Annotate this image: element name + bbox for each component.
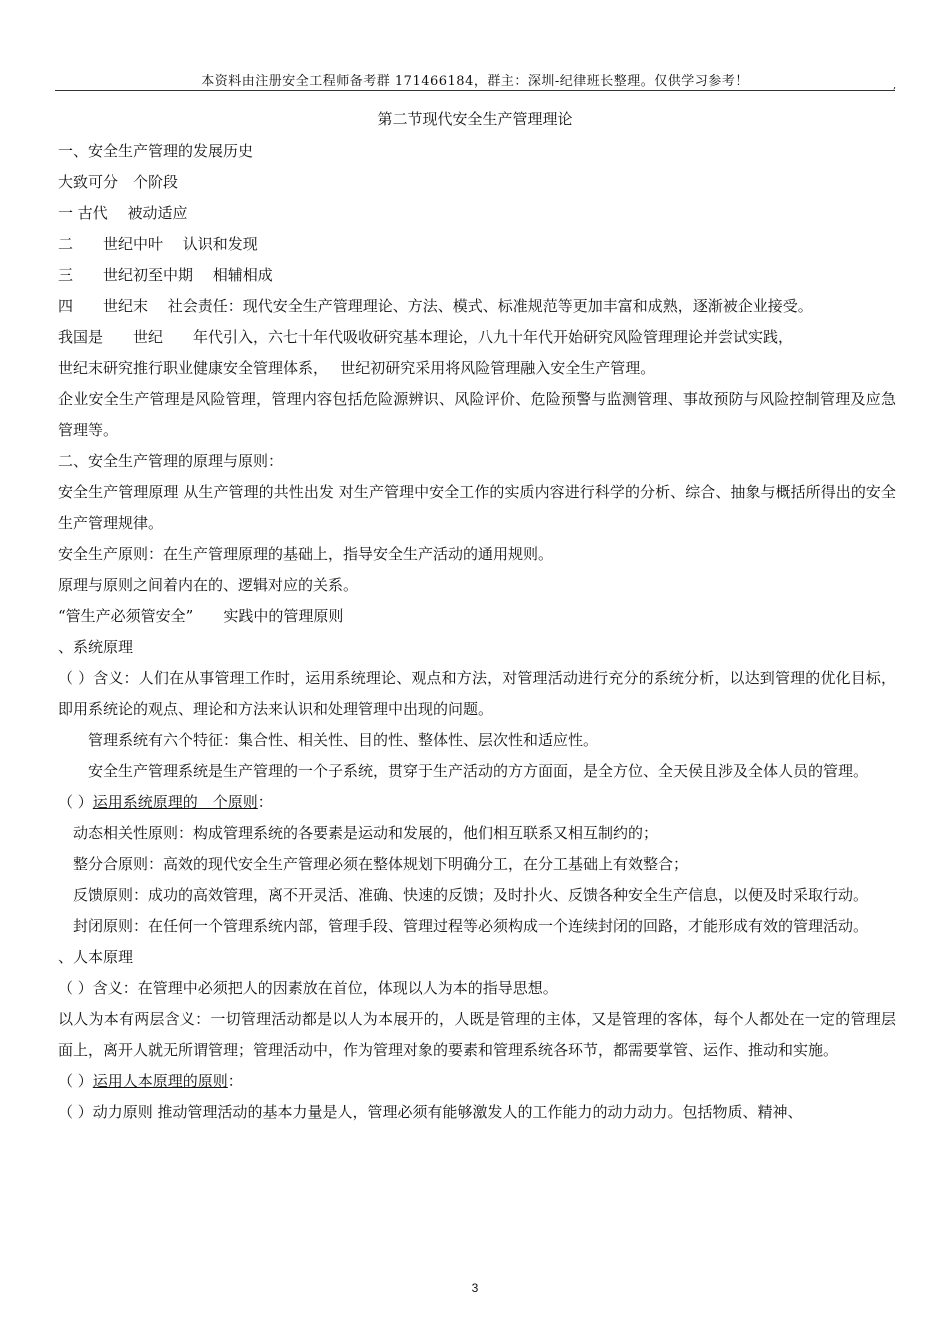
text-line: 一 古代 被动适应 [58, 204, 188, 222]
underlined-heading: 运用系统原理的 个原则 [92, 793, 258, 811]
subheading: 、系统原理 [58, 638, 134, 656]
paragraph: 原理与原则之间着内在的、逻辑对应的关系。 [58, 576, 359, 594]
document-body [58, 136, 896, 1128]
paragraph: 安全生产原则：在生产管理原理的基础上，指导安全生产活动的通用规则。 [58, 545, 554, 563]
underlined-heading: 运用人本原理的原则 [92, 1072, 228, 1090]
text-line: 世纪末研究推行职业健康安全管理体系， 世纪初研究采用将风险管理融入安全生产管理。 [58, 359, 656, 377]
text-line: 大致可分 个阶段 [58, 173, 179, 191]
principle-item: 动态相关性原则：构成管理系统的各要素是运动和发展的，他们相互联系又相互制约的； [58, 824, 659, 842]
text-line: 三 世纪初至中期 相辅相成 [58, 266, 273, 284]
item-prefix: （ ） [58, 1072, 93, 1090]
item-suffix: ： [227, 1072, 243, 1090]
paragraph: 安全生产管理系统是生产管理的一个子系统，贯穿于生产活动的方方面面，是全方位、全天侯且涉及全体人员的管理。 [58, 762, 869, 780]
header-tick: , [893, 80, 897, 91]
paragraph: （ ）含义：在管理中必须把人的因素放在首位，体现以人为本的指导思想。 [58, 979, 558, 997]
text-line: 二 世纪中叶 认识和发现 [58, 235, 258, 253]
text-line: 一、安全生产管理的发展历史 [58, 142, 254, 160]
header-notice: 本资料由注册安全工程师备考群 171466184，群主：深圳-纪律班长整理。仅供学习参考！ [201, 74, 749, 89]
text-line: 四 世纪末 社会责任：现代安全生产管理理论、方法、模式、标准规范等更加丰富和成熟，逐渐被企业接受。 [58, 297, 813, 315]
text-line: （ ）动力原则 推动管理活动的基本力量是人，管理必须有能够激发人的工作能力的动力动力。包括物质、精神、 [58, 1103, 803, 1121]
heading: 二、安全生产管理的原理与原则： [58, 452, 284, 470]
header-rule [55, 90, 895, 91]
subheading-system-principles [58, 787, 896, 818]
text-line: 我国是 世纪 年代引入，六七十年代吸收研究基本理论，八九十年代开始研究风险管理理论并尝试实践， [58, 328, 794, 346]
paragraph: 管理系统有六个特征：集合性、相关性、目的性、整体性、层次性和适应性。 [58, 731, 599, 749]
item-suffix: ： [257, 793, 273, 811]
principle-item: 整分合原则：高效的现代安全生产管理必须在整体规划下明确分工，在分工基础上有效整合； [58, 855, 689, 873]
item-prefix: （ ） [58, 793, 93, 811]
paragraph: 以人为本有两层含义：一切管理活动都是以人为本展开的，人既是管理的主体，又是管理的客体，每个人都处在一定的管理层面上，离开人就无所谓管理；管理活动中，作为管理对象的要素和管理系统各环节，都需要掌管、运作、推动和实施。 [58, 1010, 896, 1059]
subheading: 、人本原理 [58, 948, 134, 966]
section-title: 第二节现代安全生产管理理论 [377, 110, 573, 128]
principle-item: 反馈原则：成功的高效管理，离不开灵活、准确、快速的反馈；及时扑火、反馈各种安全生产信息，以便及时采取行动。 [58, 886, 869, 904]
paragraph: （ ）含义：人们在从事管理工作时，运用系统理论、观点和方法，对管理活动进行充分的系统分析，以达到管理的优化目标，即用系统论的观点、理论和方法来认识和处理管理中出现的问题。 [58, 669, 896, 718]
page-number: 3 [471, 1281, 479, 1295]
paragraph: “管生产必须管安全” 实践中的管理原则 [58, 607, 344, 625]
principle-item: 封闭原则：在任何一个管理系统内部，管理手段、管理过程等必须构成一个连续封闭的回路，才能形成有效的管理活动。 [58, 917, 869, 935]
subheading-human-principles [58, 1066, 896, 1097]
paragraph: 企业安全生产管理是风险管理，管理内容包括危险源辨识、风险评价、危险预警与监测管理、事故预防与风险控制管理及应急管理等。 [58, 390, 896, 439]
paragraph: 安全生产管理原理 从生产管理的共性出发 对生产管理中安全工作的实质内容进行科学的分析、综合、抽象与概括所得出的安全生产管理规律。 [58, 483, 896, 532]
